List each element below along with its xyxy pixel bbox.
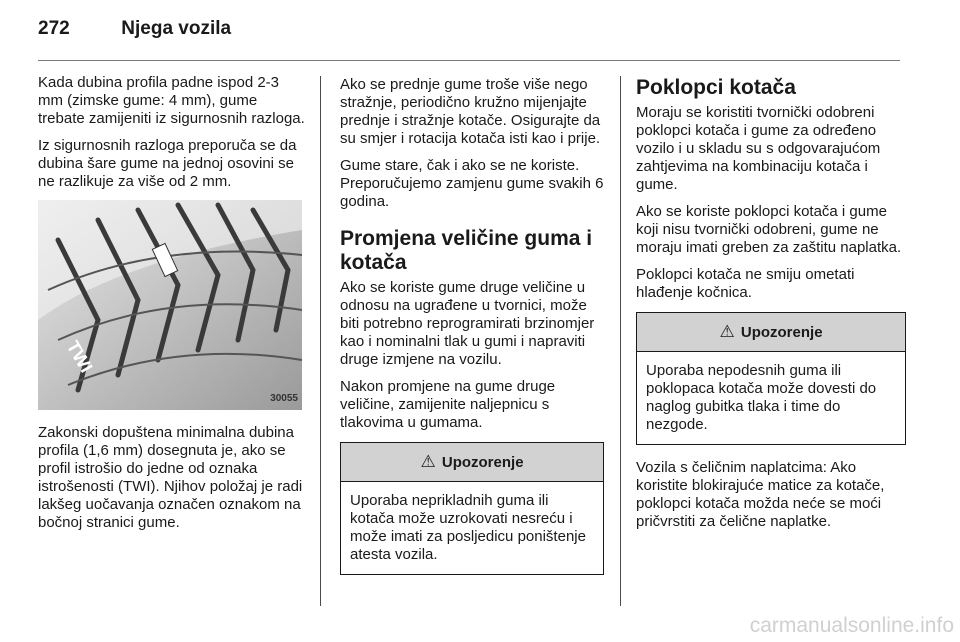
column-divider [320, 76, 321, 606]
figure-code: 30055 [270, 393, 298, 404]
column-divider [620, 76, 621, 606]
page-number: 272 [38, 18, 70, 39]
warning-icon: ⚠ [719, 322, 735, 341]
warning-title-text: Upozorenje [441, 454, 524, 471]
page-title: Njega vozila [121, 18, 232, 39]
warning-title [637, 313, 905, 352]
page-header [38, 18, 231, 40]
warning-text: Uporaba neprikladnih guma ili kotača može uzrokovati nesreću i može imati za posljedicu poništenje atesta vozila. [350, 492, 586, 563]
paragraph: Vozila s čeličnim naplatcima: Ako koristite blokirajuće matice za kotače, poklopci kotača možda neće se moći pričvrstiti za čelične naplatke. [636, 459, 885, 530]
section-heading: Poklopci kotača [636, 76, 796, 99]
paragraph: Nakon promjene na gume druge veličine, zamijenite naljepnicu s tlakovima u gumama. [340, 378, 556, 431]
column-2 [340, 76, 604, 589]
tire-tread-figure [38, 200, 302, 410]
header-rule [38, 60, 900, 61]
paragraph: Kada dubina profila padne ispod 2-3 mm (zimske gume: 4 mm), gume trebate zamijeniti iz sigurnosnih razloga. [38, 74, 305, 127]
paragraph: Ako se prednje gume troše više nego stražnje, periodično kružno mijenjajte prednje i stražnje kotače. Osigurajte da su smjer i rotacija kotača isti kao i prije. [340, 76, 601, 147]
column-1 [38, 74, 306, 541]
tire-tread-illustration [38, 200, 302, 410]
watermark: carmanualsonline.info [749, 614, 954, 637]
column-3 [636, 76, 906, 540]
warning-box [636, 312, 906, 445]
paragraph: Ako se koriste gume druge veličine u odnosu na ugrađene u tvornici, može biti potrebno reprogramirati brzinomjer kao i nominalni tlak u gumi i napraviti druge izmjene na vozilu. [340, 279, 595, 368]
warning-box [340, 442, 604, 575]
paragraph: Poklopci kotača ne smiju ometati hlađenje kočnica. [636, 266, 855, 301]
section-heading: Promjena veličine guma i kotača [340, 227, 593, 274]
paragraph: Moraju se koristiti tvornički odobreni poklopci kotača i gume za određeno vozilo i u skladu su s odgovarajućom zahtjevima na kombinaciju kotača i gume. [636, 104, 881, 193]
warning-title-text: Upozorenje [740, 324, 823, 341]
warning-icon: ⚠ [420, 452, 436, 471]
paragraph: Zakonski dopuštena minimalna dubina profila (1,6 mm) dosegnuta je, ako se profil istrošio do jedne od oznaka istrošenosti (TWI). Njihov položaj je radi lakšeg uočavanja označen oznakom na bočnoj stranici gume. [38, 424, 303, 531]
paragraph: Iz sigurnosnih razloga preporuča se da dubina šare gume na jednoj osovini se ne razlikuje za više od 2 mm. [38, 137, 297, 190]
warning-title [341, 443, 603, 482]
paragraph: Gume stare, čak i ako se ne koriste. Preporučujemo zamjenu gume svakih 6 godina. [340, 157, 604, 210]
twi-label: TWI [62, 337, 97, 376]
warning-text: Uporaba nepodesnih guma ili poklopaca kotača može dovesti do naglog gubitka tlaka i time do nezgode. [646, 362, 877, 433]
paragraph: Ako se koriste poklopci kotača i gume koji nisu tvornički odobreni, gume ne moraju imati greben za zaštitu naplatka. [636, 203, 902, 256]
